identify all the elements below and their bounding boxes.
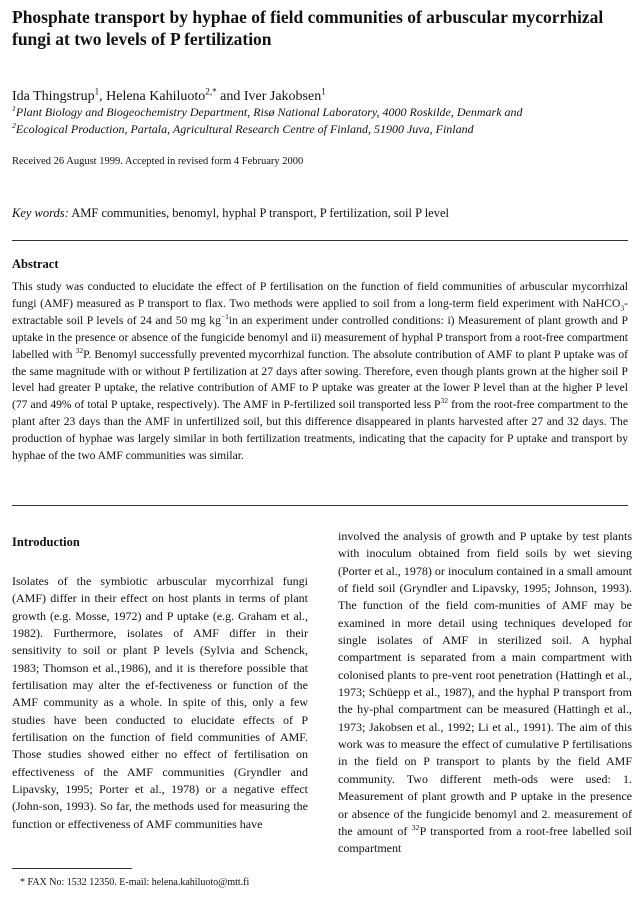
- abstract-superscript: −1: [220, 311, 229, 321]
- divider: [12, 505, 628, 506]
- intro-text: P transported from a root-free labelled soil compartment: [338, 823, 632, 856]
- author-affil-mark: 1: [321, 86, 326, 97]
- author-separator: and: [216, 89, 244, 104]
- abstract-superscript: 32: [75, 345, 84, 355]
- abstract-part: P. Benomyl successfully prevented mycorrhizal function. The absolute contribution of AMF to plant P uptake was of the same magnitude with or without P fertilization at 27 days after sowing. Therefore, even though plants grown at the higher soil P level had greater P uptake, the relative contribution of AMF to P uptake was greater at the lower P level than at the higher P level (77 and 49% of total P uptake, respectively). The AMF in P-fertilized soil transported less P: [12, 347, 628, 412]
- divider: [12, 240, 628, 241]
- abstract-part: -extractable soil P levels of 24 and 50 mg kg: [12, 296, 628, 327]
- affiliations: [12, 104, 632, 138]
- author-name: Helena Kahiluoto: [106, 89, 206, 104]
- introduction-heading: Introduction: [12, 535, 80, 549]
- keywords-label: Key words:: [12, 206, 69, 220]
- abstract-part: from the root-free compartment to the plant after 23 days than the AMF in unfertilized soil, but this difference disappeared in plants harvested after 27 and 32 days. The production of hyphae was largely similar in both fertilization treatments, indicating that the capacity for P uptake and transport by hyphae of the two AMF communities was similar.: [12, 398, 628, 463]
- intro-superscript: 32: [411, 822, 420, 832]
- author-affil-mark: 2,*: [205, 86, 217, 97]
- intro-text: involved the analysis of growth and P uptake by test plants with inoculum obtained from field soils by wet sieving (Porter et al., 1978) or inoculum contained in a small amount of field soil (Gryndler and Lipavsky, 1995; Johnson, 1993). The function of the field com-munities of AMF may be examined in more detail using techniques developed for single isolates of AMF in sterilized soil. A hyphal compartment is separated from a main compartment with colonised plants to pre-vent root penetration (Hattingh et al., 1973; Schüepp et al., 1987), and the hyphal P transport from the hy-phal compartment can be measured (Hattingh et al., 1973; Jakobsen et al., 1992; Li et al., 1991). The aim of this work was to measure the effect of cumulative P fertilisations in the field on P transport to plants by the field AMF community. Two different meth-ods were used: 1. Measurement of plant growth and P uptake in the presence or absence of the fungicide benomyl and 2. measurement of the amount of: [338, 529, 632, 838]
- received-dates: Received 26 August 1999. Accepted in revised form 4 February 2000: [12, 156, 304, 167]
- footnote-divider: [12, 868, 132, 869]
- abstract-text: [12, 279, 628, 465]
- footnote-text: FAX No: 1532 12350. E-mail: helena.kahiluoto@mtt.fi: [25, 877, 250, 888]
- intro-paragraph: Isolates of the symbiotic arbuscular mycorrhizal fungi (AMF) differ in their effect on host plants in terms of plant growth (e.g. Mosse, 1972) and P uptake (e.g. Graham et al., 1982). Furthermore, isolates of AMF differ in their sensitivity to soil or plant P levels (Sylvia and Schenck, 1983; Thomson et al.,1986), and it is therefore possible that fertilisation may alter the ef-fectiveness or function of the AMF community as a whole. In spite of this, only a few studies have been conducted to elucidate effects of P fertilisation on the function of field communities of AMF. Those studies showed either no effect of fertilisation on effectiveness of the AMF communities (Gryndler and Lipavsky, 1995; Porter et al., 1978) or a negative effect (John-son, 1993). So far, the methods used for measuring the function or effectiveness of AMF communities have: [12, 574, 308, 831]
- author-affil-mark: 1: [94, 86, 100, 97]
- affiliation-text: Ecological Production, Partala, Agricultural Research Centre of Finland, 51900 Juva, Finland: [15, 122, 474, 136]
- author-name: Ida Thingstrup: [12, 89, 95, 104]
- abstract-heading: Abstract: [12, 257, 59, 271]
- author-separator: ,: [99, 89, 107, 104]
- affiliation-line: [12, 121, 632, 138]
- affiliation-text: Plant Biology and Biogeochemistry Department, Risø National Laboratory, 4000 Roskilde, Denmark and: [15, 105, 523, 119]
- keywords: [12, 205, 449, 221]
- abstract-part: This study was conducted to elucidate the effect of P fertilisation on the function of field communities of arbuscular mycorrhizal fungi (AMF) measured as P transport to flax. Two methods were applied to soil from a long-term field experiment with NaHCO: [12, 280, 628, 310]
- footnote-mark: *: [20, 877, 25, 888]
- abstract-subscript: 3: [620, 303, 625, 313]
- keywords-text: AMF communities, benomyl, hyphal P transport, P fertilization, soil P level: [68, 206, 450, 220]
- footnote: [20, 876, 249, 889]
- intro-paragraph: [338, 528, 632, 858]
- intro-left-column: [12, 573, 308, 833]
- intro-right-column: [338, 528, 632, 858]
- abstract-part: in an experiment under controlled conditions: i) Measurement of plant growth and P uptake in the presence or absence of the fungicide benomyl and ii) measurement of hyphal P transport from a root-free compartment labelled with: [12, 313, 628, 361]
- affiliation-mark: 1: [12, 104, 16, 113]
- abstract-superscript: 32: [440, 396, 448, 406]
- affiliation-line: [12, 104, 632, 121]
- affiliation-mark: 2: [12, 121, 16, 130]
- paper-title: Phosphate transport by hyphae of field communities of arbuscular mycorrhizal fungi at two levels of P fertilization: [12, 7, 604, 49]
- author-name: Iver Jakobsen: [243, 89, 322, 104]
